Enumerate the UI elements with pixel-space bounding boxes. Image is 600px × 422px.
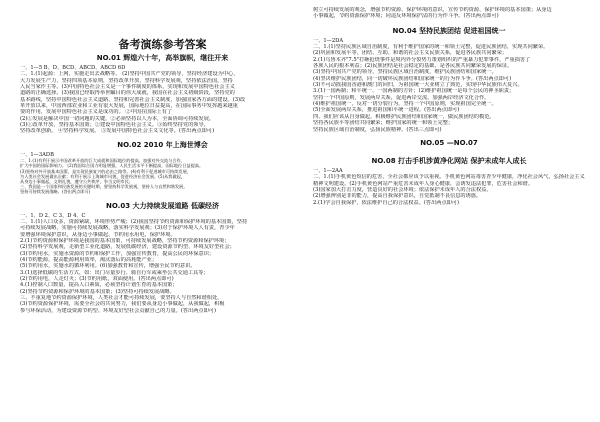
text-line: (3)坚持对外开放基本国策，是实现民族复兴的必由之路等。(4)有利于促进城市可持续发展， (20, 168, 191, 174)
text-line: 各族人民的根本利益；(2)民族团结是社会稳定的基础，是各民族共同繁荣发展的保证。 (313, 63, 513, 70)
text-line: 坚持可持续发展战略。(答出两点即可) (20, 189, 91, 195)
text-line: (2)①发展是解决中国一切问题的关键。②必须坚持以人为本，全面协调可持续发展。 (20, 115, 215, 122)
text-line: (2)节约用电，人走灯灭；(3)节约用纸，双面使用。(答出两点即可) (20, 275, 174, 282)
section-body-no04 (313, 38, 585, 133)
section-heading-no05-no07: NO.05 —NO.07 (420, 138, 478, 147)
text-line: 四、我们应该从自身做起，积极维护民族团结和国家统一，做民族团结的模范。 (313, 113, 495, 120)
text-line: 二、1.(1)人口众多，资源紧缺，环境形势严峻；(2)我国坚持节约资源和保护环境的基本国策，坚持 (20, 218, 248, 225)
text-line: 扩大中国的国际影响力。 (2)我国综合国力明显增强，人民生活水平不断提高，国际地位日益提高。 (20, 163, 204, 169)
text-line: (3)节约用水，实施水资源的节约和保护工作，加强宣传教育，提高公民的环保意识； (20, 250, 215, 257)
text-line: 精神文明建设。(2)手机黄色网站严重危害未成年人身心健康，会诱发违法犯罪，危害社会和谐。 (313, 180, 534, 187)
section-heading-no04: NO.04 坚持民族团结 促进祖国统一 (392, 26, 506, 35)
text-line: 革开放以来，中国西部农业和工业有很大发展，国际地位日益提高，在国际事务中发挥越来越重 (20, 103, 238, 110)
text-line: (3)不可动摇我国香港和澳门的回归，为祖国统一大业树立了典范，实现中华民族伟大复兴。 (313, 82, 523, 89)
text-line: 基本路线，坚持中国特色社会主义道路，坚持和完善社会主义制度，加强国家各方面的建设。(3)改 (20, 96, 246, 103)
text-line: 坚持各民族平等团结共同繁荣；维护国家的统一和领土完整； (313, 120, 454, 127)
text-line: 一、1—3ADB (20, 151, 54, 158)
text-line: 3.(1)一国两制；和平统一、一国两制的方针；(2)维护祖国统一是每个公民的神圣职责； (313, 88, 515, 95)
text-line: 二、1.(1)手机黄色短信的危害，全社会都应该予以重视。手机黄色网站毒害青少年健康，净化社会风气，弘扬社会主义 (313, 174, 585, 181)
text-line: 人民当家作主等。(3)中国特色社会主义是一个事件制度的体系，实现和发展中国特色社会主义 (20, 84, 235, 91)
text-line: 4.(1)控制人口数量，提高人口素质，必须坚持计划生育的基本国策； (20, 282, 178, 289)
text-line: 二、1.(1)坚持民族区域自治制度，有利于维护国家的统一和领土完整，促进民族团结，实现共同繁荣。 (313, 44, 549, 51)
text-line: 2.(1)节约资源和保护环境是我国的基本国策，可持续发展战略，坚持节约资源和保护环境； (20, 237, 230, 244)
text-line: (5)全面发展两岸关系，推进祖国和平统一进程。(答出两点即可) (313, 107, 460, 114)
text-line: 可持续发展战略，实施可持续发展战略，落实科学发展观；(3)对于保护环境人人有责，青少年 (20, 225, 235, 232)
text-line: (3)坚持中国共产党的领导，坚持民族区域自治制度，维护民族团结和国家统一。 (313, 69, 497, 76)
text-line: (3)①改革开放，坚持基本国策；②建设中国特色社会主义。③始终坚持党的领导， (20, 122, 209, 129)
text-line: 2.(1)乌鲁木齐"7.5"打砸抢烧事件是境内外分裂势力策划组织的严重暴力犯罪事件，严重损害了 (313, 56, 531, 63)
section-body-no01 (20, 65, 305, 135)
continued-text (313, 7, 585, 20)
text-line: (4)节约能源，提高能源利用效率，淘汰落后的高耗能产业； (20, 256, 158, 263)
text-line: 坚持改革创新。 ④坚持科学发展。 ⑤发展中国特色社会主义文化等。(答出两点即可) (20, 128, 215, 135)
text-line: (4)维护祖国统一，反对一切分裂行为，坚持一个中国原则，实现祖国完全统一。 (313, 101, 497, 108)
text-line: (2)坚持科学发展观，走新型工业化道路，发展低碳经济，建设资源节约型、环境友好型社会； (20, 244, 235, 251)
text-line: 树立可持续发展的观念，增强节约资源、保护环境的意识，宣传节约资源、保护环境的基本国策；从身边 (313, 7, 552, 13)
text-line: 参与环保活动，为建设资源节约型、环境友好型社会贡献自己的力量。(答出两点即可) (20, 307, 216, 314)
text-line: 二、1.(1)起源：上网，实施走出去战略等。 (2)坚持中国共产党的领导，坚持经济建设为中心， (20, 71, 239, 78)
text-line: 为人类社会发展做出贡献；有利于展示上海城市风貌，促进经济社会发展。(5)从我做起， (20, 173, 186, 179)
text-line: 要的作用，发展中国特色社会主义是成功的。 ②中国在国际上有了 (20, 109, 173, 116)
text-line: 三、我国是一个国家和民族发展的关键时期，要坚持科学发展观，坚持人与自然和谐发展， (20, 184, 188, 190)
text-line: 坚持民族区域自治制度，弘扬民族精神。(答出三点即可) (313, 126, 442, 133)
section-heading-no08: NO.08 打击手机涉黄净化网站 保护未成年人成长 (371, 156, 527, 165)
document-title: 备考演练参考答案 (118, 38, 207, 51)
text-line: 一、1、D 2、C 3、D 4、C (20, 212, 86, 219)
text-line: (3)节约资源保护环境，需要全社会的共同努力，我们要从身边小事做起，从我做起，积极 (20, 301, 225, 308)
text-line: 一、1—2DA (313, 37, 344, 44)
section-heading-no01: NO.01 辉煌六十年，高举旗帜，继往开来 (96, 54, 229, 62)
left-column (20, 0, 305, 314)
text-line: (2)坚持节约资源和保护环境的基本国策；(3)坚持可持续发展战略。 (20, 288, 175, 295)
text-line: (2)巩固和发展平等、团结、互助、和谐的社会主义民族关系，促进各民族共同繁荣； (313, 50, 508, 57)
section-heading-no02: NO.02 2010 年上海世博会 (117, 140, 208, 149)
text-line: 坚持一个中国原则，发展两岸关系，促进两岸交流，加强两岸经济文化合作。 (313, 94, 490, 101)
text-line: 要增强环境保护意识，从身边小事做起，节约用水用电，保护环境。 (20, 231, 176, 238)
text-line: (5)节约用水，实施水的循环利用。(6)加强教育和宣传，增强全民节约意识。 (20, 263, 196, 270)
text-line: 二、1.(1)有利于展示中国改革开放的巨大成就和国际地位的提高，加强对外交流与合作， (20, 158, 185, 164)
section-body-no08 (313, 168, 585, 206)
text-line: (3)国家加大打击力度，营造良好的社会环境；依法保护未成年人的合法权益。 (313, 186, 492, 193)
section-heading-no03: NO.03 大力持续发展道路 低碳经济 (106, 201, 219, 210)
text-line: 一、1—2AA (313, 167, 343, 174)
text-line: 从身边小事做起，文明礼貌，遵守公共秩序，争当文明市民。 (20, 178, 134, 184)
text-line: 三、不重复地节约资源保护环境，人类社会才能可持续发展，要坚持人与自然和谐相处。 (20, 295, 223, 302)
text-line: (4)坚决维护民族团结，同一切破坏民族团结和国家统一的行为作斗争。(答出两点即可) (313, 75, 512, 82)
section-body-no02 (20, 152, 305, 195)
text-line: (2)增强辨别是非的能力，提高自我保护意识，自觉抵制不良信息的诱惑。 (313, 193, 482, 200)
text-line: 大力发展生产力，坚持四项基本原则，坚持改革开放，坚持科学发展观，坚持依法治国，坚持 (20, 77, 233, 84)
text-line: 小事做起，节约资源保护环境；同违反环境保护法的行为作斗争。(答出两点即可) (313, 13, 499, 20)
text-line: 2.(1)学会自我保护，依法维护自己的合法权益。(答出两点即可) (313, 199, 460, 206)
text-line: 一、1—5 B、D、BCD、ABCD、ABCD 6D (20, 65, 126, 71)
section-body-no03 (20, 213, 305, 315)
text-line: 道路的正确选择。(3)我国已经取得举世瞩目的伟大成就，我国在社会主义初级阶段，坚持党的 (20, 90, 235, 97)
text-line: 3.(1)选择低碳的生活方式，如：出门尽量步行、骑自行车或乘坐公共交通工具等； (20, 269, 209, 276)
right-column (313, 0, 585, 206)
